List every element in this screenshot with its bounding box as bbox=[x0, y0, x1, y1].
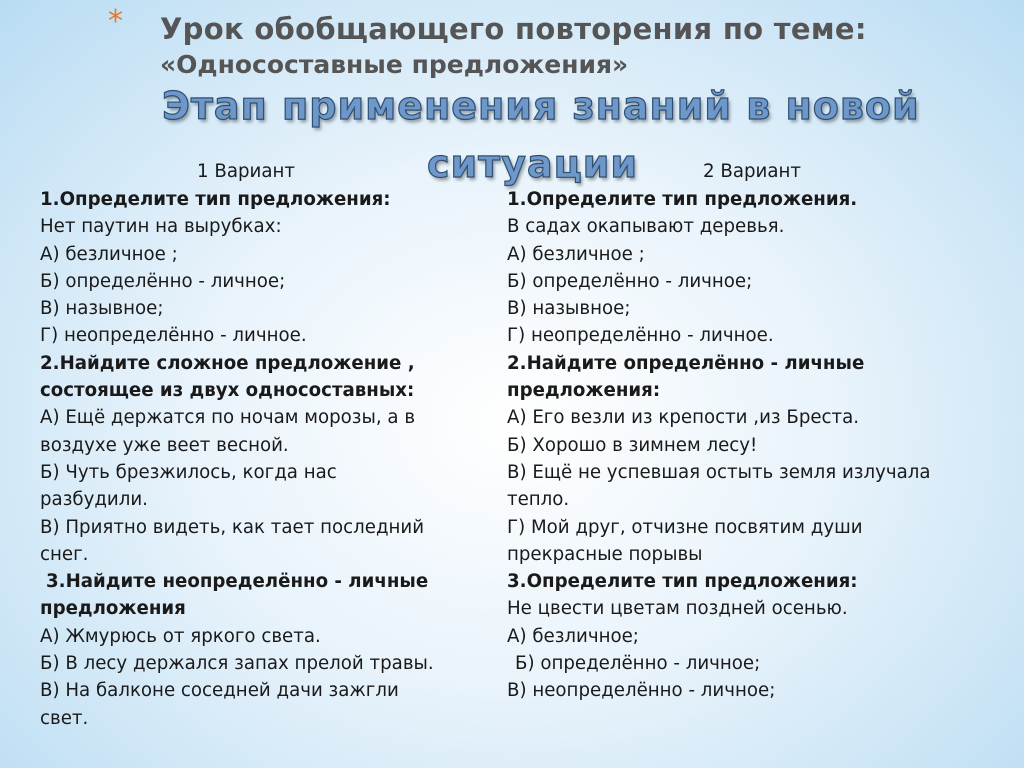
title-bullet: * bbox=[108, 4, 123, 39]
answer-option-cont: свет. bbox=[40, 707, 89, 729]
slide-title: Урок обобщающего повторения по теме: bbox=[160, 12, 867, 46]
answer-option: В) Приятно видеть, как тает последний bbox=[40, 516, 425, 538]
answer-option-cont: воздухе уже веет весной. bbox=[40, 434, 289, 456]
answer-option: Б) Хорошо в зимнем лесу! bbox=[507, 434, 758, 456]
answer-option: В) назывное; bbox=[507, 298, 631, 320]
answer-option: А) безличное ; bbox=[507, 243, 645, 265]
answer-option: Б) определённо - личное; bbox=[507, 270, 753, 292]
answer-option: А) безличное; bbox=[507, 625, 639, 647]
answer-option-cont: снег. bbox=[40, 543, 89, 565]
question-2-cont: предложения: bbox=[507, 380, 661, 402]
answer-option: Г) неопределённо - личное. bbox=[40, 325, 307, 347]
answer-option: Б) определённо - личное; bbox=[515, 653, 761, 675]
question-1-sentence: Нет паутин на вырубках: bbox=[40, 216, 282, 238]
question-2-cont: состоящее из двух односоставных: bbox=[40, 380, 415, 402]
answer-option: Б) определённо - личное; bbox=[40, 270, 286, 292]
variant-1-column bbox=[40, 158, 495, 732]
answer-option: В) назывное; bbox=[40, 298, 164, 320]
question-3-cont: предложения bbox=[40, 598, 186, 620]
answer-option: Г) неопределённо - личное. bbox=[507, 325, 774, 347]
question-2: 2.Найдите сложное предложение , bbox=[40, 352, 415, 374]
answer-option-cont: тепло. bbox=[507, 489, 570, 511]
question-1: 1.Определите тип предложения. bbox=[507, 189, 858, 210]
question-1-sentence: В садах окапывают деревья. bbox=[507, 216, 785, 238]
answer-option: Б) Чуть брезжилось, когда нас bbox=[40, 461, 337, 483]
answer-option: Г) Мой друг, отчизне посвятим души bbox=[507, 516, 863, 538]
question-1: 1.Определите тип предложения: bbox=[40, 189, 391, 210]
answer-option: А) Ещё держатся по ночам морозы, а в bbox=[40, 407, 416, 429]
answer-option: А) Его везли из крепости ,из Бреста. bbox=[507, 407, 860, 429]
answer-option: В) Ещё не успевшая остыть земля излучала bbox=[507, 461, 931, 483]
variant-2-column bbox=[507, 158, 987, 705]
stage-heading-line1: Этап применения знаний в новой bbox=[162, 84, 920, 128]
question-3: 3.Определите тип предложения: bbox=[507, 571, 858, 593]
answer-option-cont: прекрасные порывы bbox=[507, 543, 703, 565]
answer-option: В) На балконе соседней дачи зажгли bbox=[40, 680, 399, 702]
question-3-sentence: Не цвести цветам поздней осенью. bbox=[507, 598, 848, 620]
slide-subtitle: «Односоставные предложения» bbox=[160, 50, 629, 79]
answer-option: Б) В лесу держался запах прелой травы. bbox=[40, 653, 434, 675]
answer-option: А) Жмурюсь от яркого света. bbox=[40, 625, 321, 647]
answer-option-cont: разбудили. bbox=[40, 489, 148, 511]
answer-option: В) неопределённо - личное; bbox=[507, 680, 776, 702]
stage-heading-line2: ситуации bbox=[427, 142, 639, 186]
variant-1-heading: 1 Вариант bbox=[197, 161, 295, 182]
variant-2-heading: 2 Вариант bbox=[703, 161, 801, 182]
question-3: 3.Найдите неопределённо - личные bbox=[46, 571, 429, 593]
answer-option: А) безличное ; bbox=[40, 243, 178, 265]
question-2: 2.Найдите определённо - личные bbox=[507, 352, 865, 374]
